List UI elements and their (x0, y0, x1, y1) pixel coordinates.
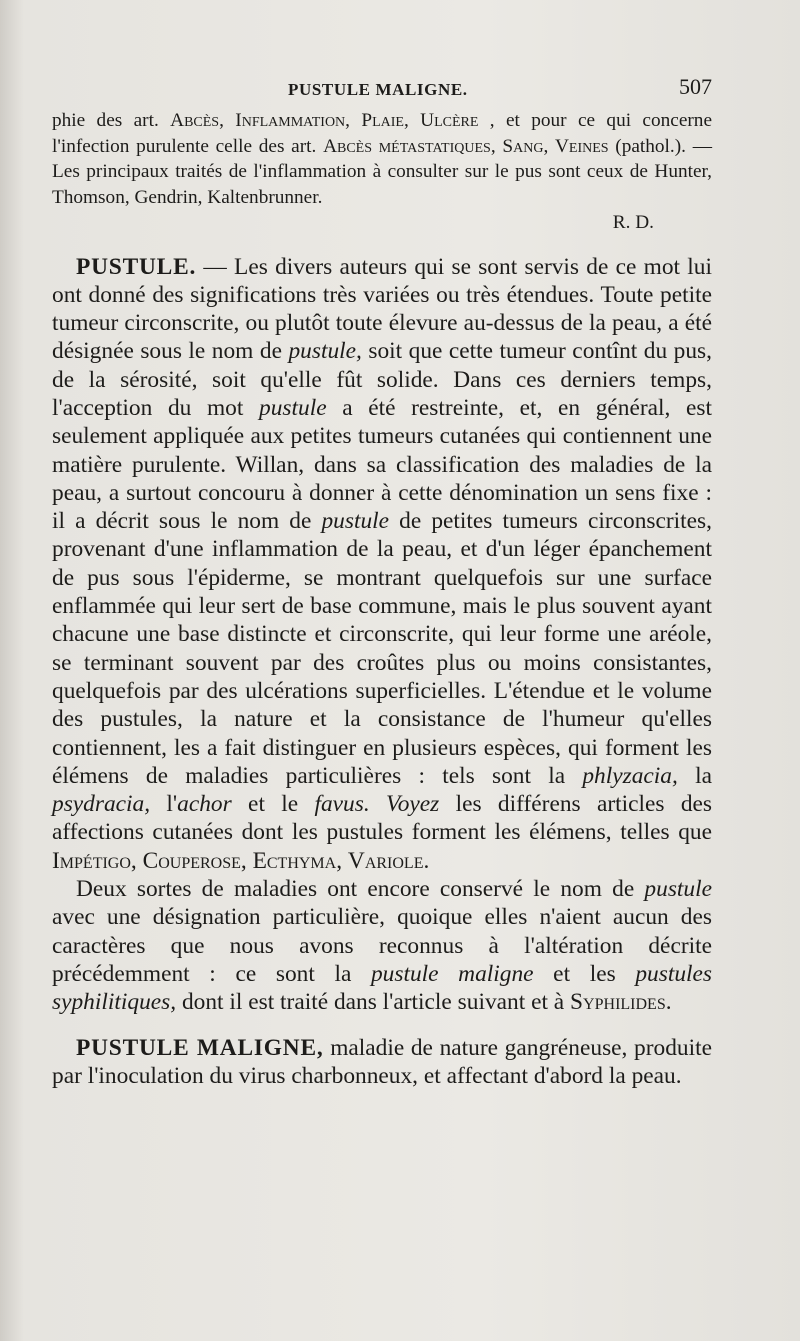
page-header (52, 74, 712, 104)
text-run: dont il est traité dans l'article suivant et à (176, 989, 571, 1016)
emphasis: pustule (259, 394, 327, 421)
cross-reference: Syphilides (570, 989, 666, 1016)
text-run: , (240, 847, 253, 874)
cross-reference: Abcès (170, 110, 220, 131)
cross-reference: Variole (347, 847, 424, 874)
signature-line (52, 210, 712, 236)
entry-headword: PUSTULE. (76, 253, 197, 280)
entry-pustule-paragraph-1 (52, 253, 712, 876)
entry-headword: PUSTULE MALIGNE, (76, 1034, 324, 1061)
text-run: et le (231, 791, 315, 818)
cross-reference: Sang (502, 135, 544, 157)
text-run: , (345, 110, 362, 131)
text-run: a été restreinte, et, en général, est seulement appliquée aux petites tumeurs cutanées qui contiennent une matière purulente. Willan, dans sa classification des maladies de la peau, a surtout concouru à donner à cette dénomination un sens fixe : il a décrit sous le nom de (52, 394, 712, 535)
text-run: , (543, 135, 555, 157)
cross-reference: Inflammation (235, 110, 346, 131)
cross-reference: Abcès métastatiques (323, 135, 491, 157)
emphasis: achor (177, 791, 232, 818)
emphasis: pustule (321, 508, 390, 535)
page-body (52, 108, 712, 1090)
running-title: PUSTULE MALIGNE. (288, 80, 468, 99)
text-run: phie des art. (52, 110, 171, 131)
continuation-paragraph (52, 108, 712, 236)
cross-reference: Ulcère (420, 110, 479, 131)
text-run: Deux sortes de maladies ont encore conservé le nom de (76, 876, 645, 903)
text-run: l' (150, 791, 178, 818)
text-run: de petites tumeurs circonscrites, provenant d'une inflammation de la peau, et d'un léger épanchement de pus sous l'épiderme, se montrant quelquefois sur une surface enflammée qui leur sert de base commune, mais le plus souvent ayant chacune une base distincte et circonscrite, qui leur forme une aréole, se terminant souvent par des croûtes plus ou moins consistantes, quelquefois par des ulcérations superficielles. L'étendue et le volume des pustules, la nature et la consistance de l'humeur qu'elles contiennent, les a fait distinguer en plusieurs espèces, qui forment les élémens de maladies particulières : tels sont la (52, 508, 712, 789)
text-run: maladie de nature gangréneuse, produite par l'inoculation du virus charbonneux, et affectant d'abord la peau. (52, 1034, 713, 1089)
text-run: . (665, 989, 672, 1016)
author-signature: R. D. (612, 212, 654, 233)
text-run: , (219, 110, 236, 131)
text-run: la (677, 762, 712, 789)
emphasis: favus. Voyez (314, 791, 440, 818)
cross-reference: Impétigo (52, 847, 131, 874)
text-run: (pathol.). — Les principaux traités de l'inflammation à consulter sur le pus sont ceux de Hunter, Thomson, Gendrin, Kaltenbrunner. (52, 135, 712, 208)
text-run: et les (533, 960, 636, 987)
text-run: , (490, 135, 503, 157)
cross-reference: Veines (554, 135, 609, 157)
text-run: — Les divers auteurs qui se sont servis de ce mot lui ont donné des significations très variées ou très étendues. Toute petite tumeur circonscrite, ou plutôt toute élevure au-dessus de la peau, a été désignée sous le nom de (52, 253, 712, 365)
emphasis: psydracia, (52, 791, 151, 818)
emphasis: pustules syphilitiques, (52, 960, 712, 1016)
text-run: les différens articles des affections cutanées dont les pustules forment les élémens, telles que (52, 791, 713, 846)
text-run: . (423, 847, 430, 874)
entry-pustule-maligne-paragraph (52, 1034, 712, 1091)
text-run: , (130, 847, 143, 874)
page-number: 507 (679, 74, 712, 99)
cross-reference: Couperose (142, 847, 241, 874)
cross-reference: Ecthyma (252, 847, 337, 874)
emphasis: pustule maligne (370, 960, 534, 987)
entry-pustule-paragraph-2 (52, 875, 712, 1016)
emphasis: pustule, (288, 338, 362, 365)
text-run: soit que cette tumeur contînt du pus, de la sérosité, soit qu'elle fût solide. Dans ces derniers temps, l'acception du mot (52, 338, 712, 421)
emphasis: phlyzacia, (582, 762, 678, 789)
emphasis: pustule (644, 876, 712, 903)
cross-reference: Plaie (361, 110, 404, 131)
text-run: , (403, 110, 421, 131)
text-run: , et pour ce qui concerne l'infection purulente celle des art. (52, 110, 713, 157)
text-run: avec une désignation particulière, quoique elles n'aient aucun des caractères que nous avons reconnus à l'altération décrite précédemment : ce sont la (52, 904, 712, 987)
text-run: , (336, 847, 348, 874)
